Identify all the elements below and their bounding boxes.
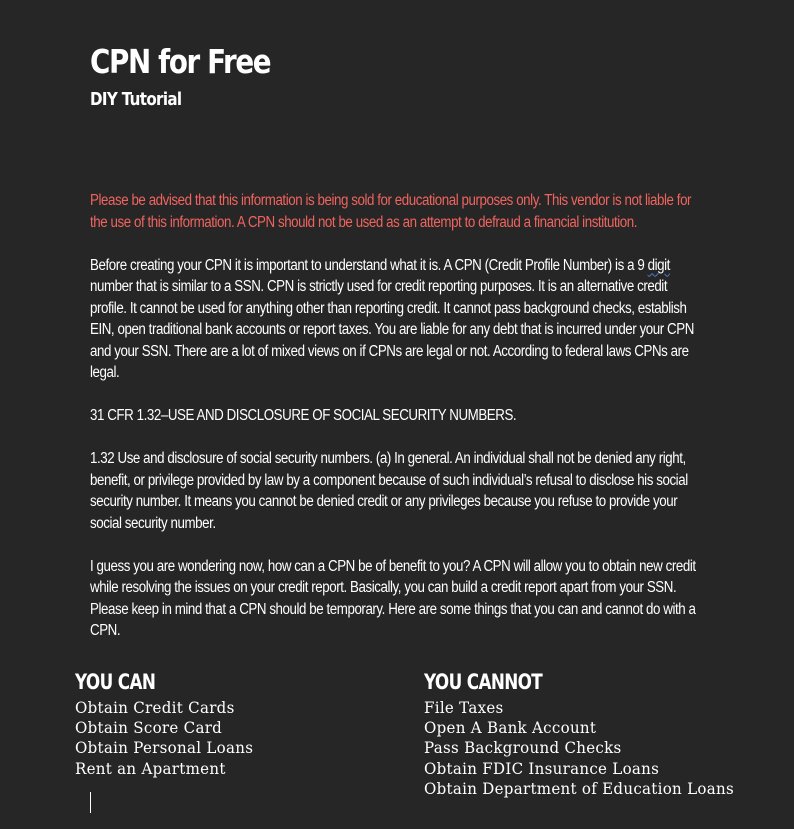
intro-paragraph (90, 255, 702, 384)
intro-text-before: Before creating your CPN it is important to understand what it is. A CPN (Credit Profile Number) is a 9 (90, 256, 648, 274)
regulation-paragraph: 1.32 Use and disclosure of social security numbers. (a) In general. An individual shall not be denied any right, benefit, or privilege provided by law by a component because of such individual’s refusal to disclose his social security number. It means you cannot be denied credit or any privileges because you refuse to provide your social security number. (90, 450, 688, 532)
document-body[interactable] (90, 190, 702, 663)
list-item: Obtain Credit Cards (75, 699, 235, 717)
list-item: Obtain Department of Education Loans (424, 779, 734, 798)
list-item: Pass Background Checks (424, 739, 622, 758)
regulation-heading: 31 CFR 1.32–USE AND DISCLOSURE OF SOCIAL SECURITY NUMBERS. (90, 407, 517, 424)
you-can-list (75, 698, 259, 779)
intro-text-after: number that is similar to a SSN. CPN is strictly used for credit reporting purposes. It is an alternative credit profile. It cannot be used for anything other than reporting credit. It cannot pass background checks, establish EIN, open traditional bank accounts or report taxes. You are liable for any debt that is incurred under your CPN and your SSN. There are a lot of mixed views on if CPNs are legal or not. According to federal laws CPNs are legal. (90, 278, 694, 381)
list-item: Open A Bank Account (424, 719, 597, 738)
disclaimer-paragraph: Please be advised that this information is being sold for educational purposes only. This vendor is not liable for the use of this information. A CPN should not be used as an attempt to defraud a financial institution. (90, 192, 692, 231)
document-subtitle: DIY Tutorial (90, 89, 182, 110)
list-item: Obtain FDIC Insurance Loans (424, 759, 660, 778)
benefit-paragraph: I guess you are wondering now, how can a CPN be of benefit to you? A CPN will allow you to obtain new credit while resolving the issues on your credit report. Basically, you can build a credit report apart from your SSN. Please keep in mind that a CPN should be temporary. Here are some things that you can and cannot do with a CPN. (90, 557, 696, 639)
list-item: Rent an Apartment (75, 759, 226, 778)
you-can-column (75, 668, 259, 779)
you-cannot-heading: YOU CANNOT (424, 670, 543, 694)
list-item: Obtain Score Card (75, 719, 223, 738)
you-can-heading: YOU CAN (75, 670, 156, 694)
document-title: CPN for Free (90, 42, 271, 81)
text-cursor[interactable] (90, 792, 91, 813)
list-item: File Taxes (424, 699, 504, 717)
you-cannot-column (424, 668, 744, 799)
you-cannot-list (424, 698, 744, 799)
spellcheck-flagged-word[interactable]: digit (647, 256, 670, 274)
list-item: Obtain Personal Loans (75, 739, 254, 758)
